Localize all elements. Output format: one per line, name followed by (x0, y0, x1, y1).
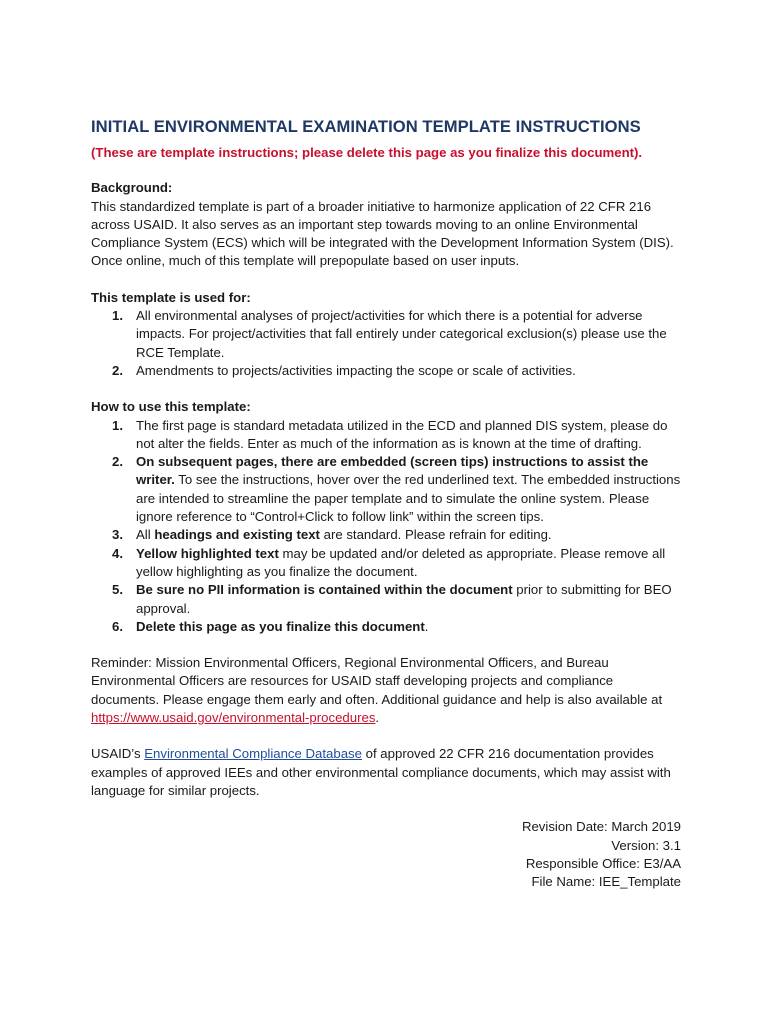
list-bold-text: Yellow highlighted text (136, 545, 279, 561)
document-page (91, 116, 681, 892)
list-bold-text: Be sure no PII information is contained within the document (136, 582, 513, 598)
list-item (91, 581, 681, 618)
list-text: The first page is standard metadata utilized in the ECD and planned DIS system, please do not alter the fields. Enter as much of the information as is known at the time of drafting. (136, 417, 668, 451)
list-number: 4. (112, 545, 123, 561)
revision-date: Revision Date: March 2019 (521, 819, 681, 835)
list-bold-text: headings and existing text (154, 527, 320, 543)
page-title: INITIAL ENVIRONMENTAL EXAMINATION TEMPLATE INSTRUCTIONS (91, 117, 641, 136)
list-text: are standard. Please refrain for editing. (319, 527, 552, 543)
how-to-heading: How to use this template: (91, 399, 251, 415)
list-pre-text: All (136, 527, 155, 543)
used-for-heading: This template is used for: (91, 289, 251, 305)
how-to-list (91, 417, 681, 637)
used-for-list (91, 307, 681, 380)
reminder-paragraph (91, 654, 681, 727)
list-text: . (424, 618, 429, 634)
list-number: 5. (112, 582, 123, 598)
list-text: To see the instructions, hover over the red underlined text. The embedded instructions are intended to streamline the paper template and to simulate the online system. Please ignore reference to “Control+Click to follow link” within the screen tips. (136, 472, 681, 525)
list-item (91, 417, 681, 454)
reminder-section (91, 654, 681, 727)
environmental-compliance-database-link[interactable]: Environmental Compliance Database (144, 746, 362, 762)
template-note: (These are template instructions; please delete this page as you finalize this document). (91, 145, 643, 160)
list-number: 1. (112, 417, 123, 433)
list-number: 1. (112, 308, 123, 324)
revision-info (91, 818, 681, 892)
list-text: All environmental analyses of project/activities for which there is a potential for adverse impacts. For project/activities that fall entirely under categorical exclusion(s) please use the RCE Template. (136, 308, 667, 360)
list-item (91, 307, 681, 362)
list-number: 2. (112, 454, 123, 470)
responsible-office: Responsible Office: E3/AA (525, 856, 681, 872)
how-to-section (91, 398, 681, 636)
list-text: prior to submitting for BEO approval. (136, 582, 672, 616)
revision-version: Version: 3.1 (611, 837, 681, 853)
ecd-pre-text: USAID’s (91, 746, 145, 762)
list-text: Amendments to projects/activities impacting the scope or scale of activities. (136, 362, 576, 378)
list-item (91, 618, 681, 636)
ecd-section (91, 745, 681, 800)
list-item (91, 545, 681, 582)
list-bold-text: On subsequent pages, there are embedded (screen tips) instructions to assist the writer. (136, 454, 649, 488)
list-number: 3. (112, 527, 123, 543)
used-for-section (91, 289, 681, 380)
list-item (91, 526, 681, 544)
reminder-end: . (375, 710, 380, 726)
reminder-text: Reminder: Mission Environmental Officers, Regional Environmental Officers, and Bureau Environmental Officers are resources for USAID staff developing projects and compliance documents. Please engage them early and often. Additional guidance and help is also available at (91, 655, 663, 707)
list-item (91, 453, 681, 526)
background-text: This standardized template is part of a broader initiative to harmonize application of 22 CFR 216 across USAID. It also serves as an important step towards moving to an online Environmental Compliance System (ECS) which will be integrated with the Development Information System (DIS). Once online, much of this template will prepopulate based on user inputs. (91, 198, 674, 269)
list-text: may be updated and/or deleted as appropriate. Please remove all yellow highlighting as you finalize the document. (136, 545, 666, 579)
environmental-procedures-link[interactable]: https://www.usaid.gov/environmental-procedures (91, 710, 376, 726)
list-number: 2. (112, 362, 123, 378)
list-item (91, 362, 681, 380)
ecd-text: of approved 22 CFR 216 documentation provides examples of approved IEEs and other environmental compliance documents, which may assist with language for similar projects. (91, 746, 671, 798)
ecd-paragraph (91, 745, 681, 800)
background-section (91, 179, 681, 270)
list-bold-text: Delete this page as you finalize this document (136, 618, 425, 634)
list-number: 6. (112, 618, 123, 634)
file-name: File Name: IEE_Template (531, 874, 681, 890)
background-heading: Background: (91, 180, 173, 196)
